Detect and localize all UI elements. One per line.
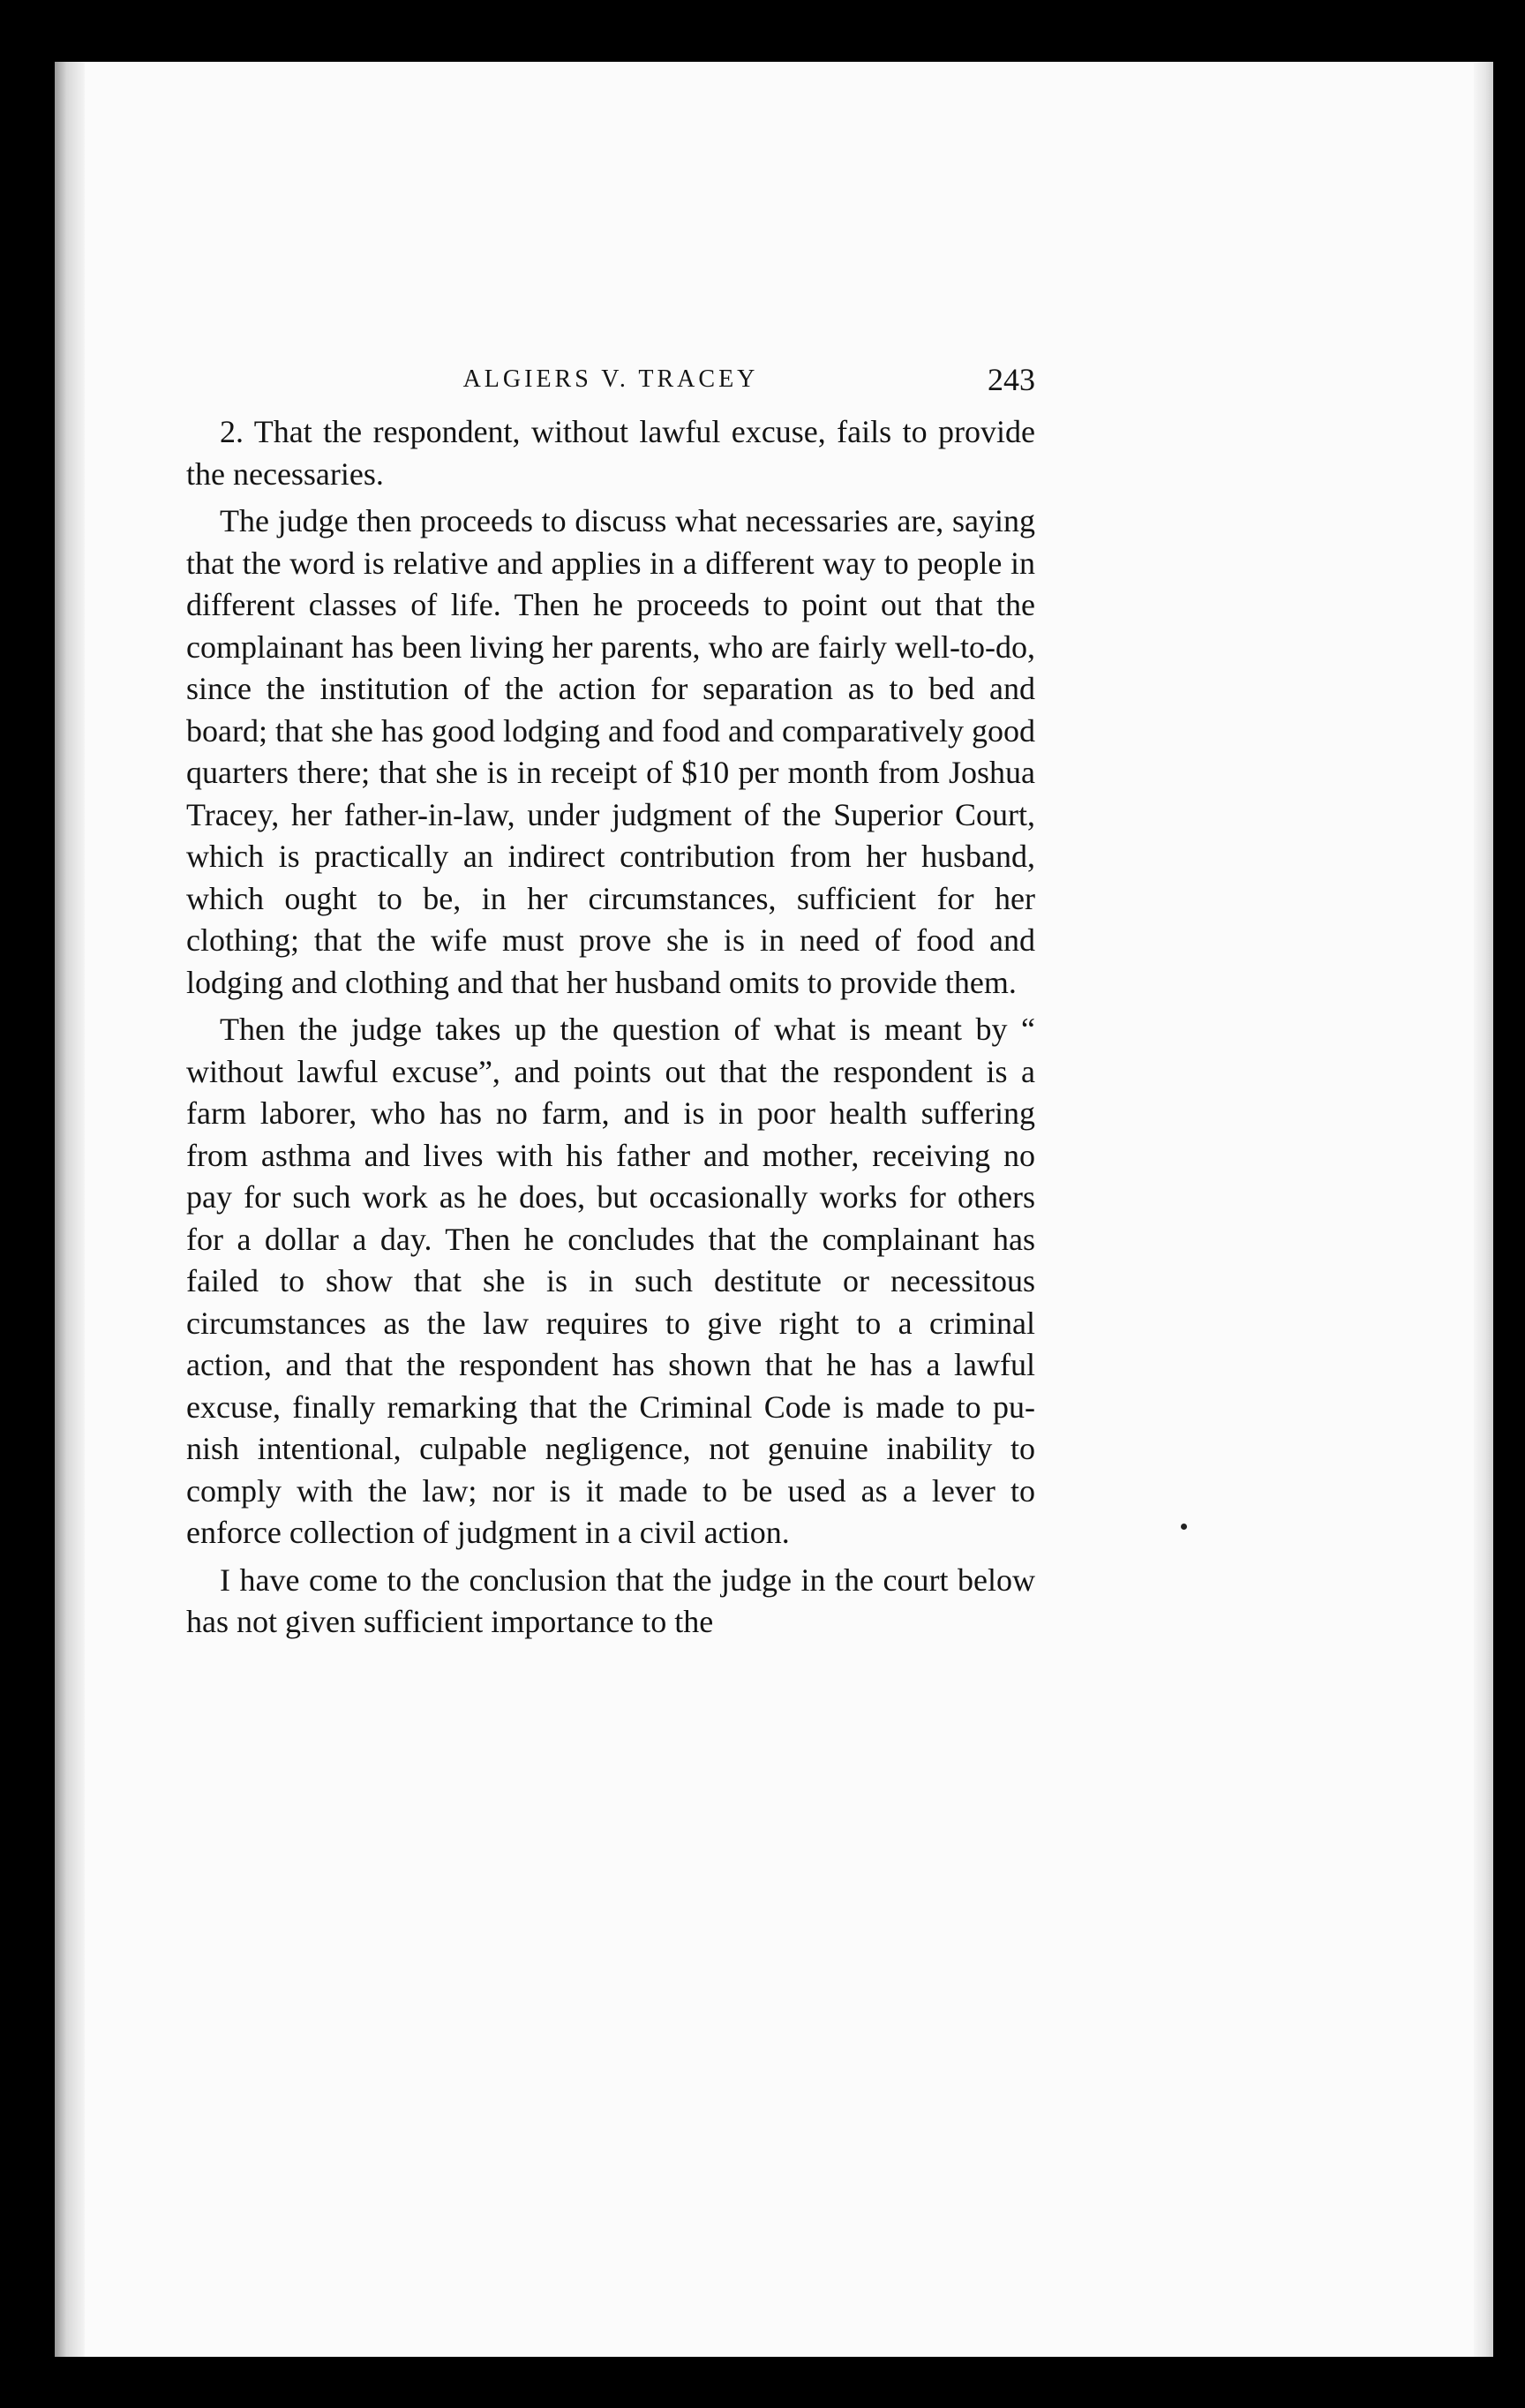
page-number: 243 (988, 362, 1035, 397)
page-content (186, 353, 1035, 1649)
page-spine-shadow (55, 62, 85, 2357)
print-speck (1181, 1524, 1187, 1530)
paragraph: 2. That the respondent, without lawful excuse, fails to provide the necessaries. (186, 414, 1035, 492)
paragraph: I have come to the conclusion that the judge in the court below has not given sufficient importance to the (186, 1561, 1035, 1639)
page-edge-shadow (1474, 62, 1493, 2357)
running-title: ALGIERS V. TRACEY (462, 365, 759, 393)
running-head (186, 353, 1035, 406)
paragraph: Then the judge takes up the question of what is meant by “ without lawful excuse”, and points out that the respondent is a farm laborer, who has no farm, and is in poor health suffering from asthma and lives with his father and mother, receiving no pay for such work as he does, but occasionally works for others for a dollar a day. Then he concludes that the complainant has failed to show that she is in such destitute or necessitous circumstances as the law requires to give right to a criminal action, and that the respondent has shown that he has a lawful excuse, finally remarking that the Criminal Code is made to punish intentional, culpable negligence, not genuine inability to comply with the law; nor is it made to be used as a lever to enforce collection of judgment in a civil action. (186, 1012, 1035, 1550)
paragraph: The judge then proceeds to discuss what necessaries are, saying that the word is relative and applies in a different way to people in different classes of life. Then he proceeds to point out that the complainant has been living her parents, who are fairly well-to-do, since the institution of the action for separation as to bed and board; that she has good lodging and food and comparatively good quarters there; that she is in receipt of $10 per month from Joshua Tracey, her father-in-law, under judgment of the Superior Court, which is practically an indirect contribution from her husband, which ought to be, in her circumstances, sufficient for her clothing; that the wife must prove she is in need of food and lodging and clothing and that her husband omits to provide them. (186, 503, 1035, 1000)
